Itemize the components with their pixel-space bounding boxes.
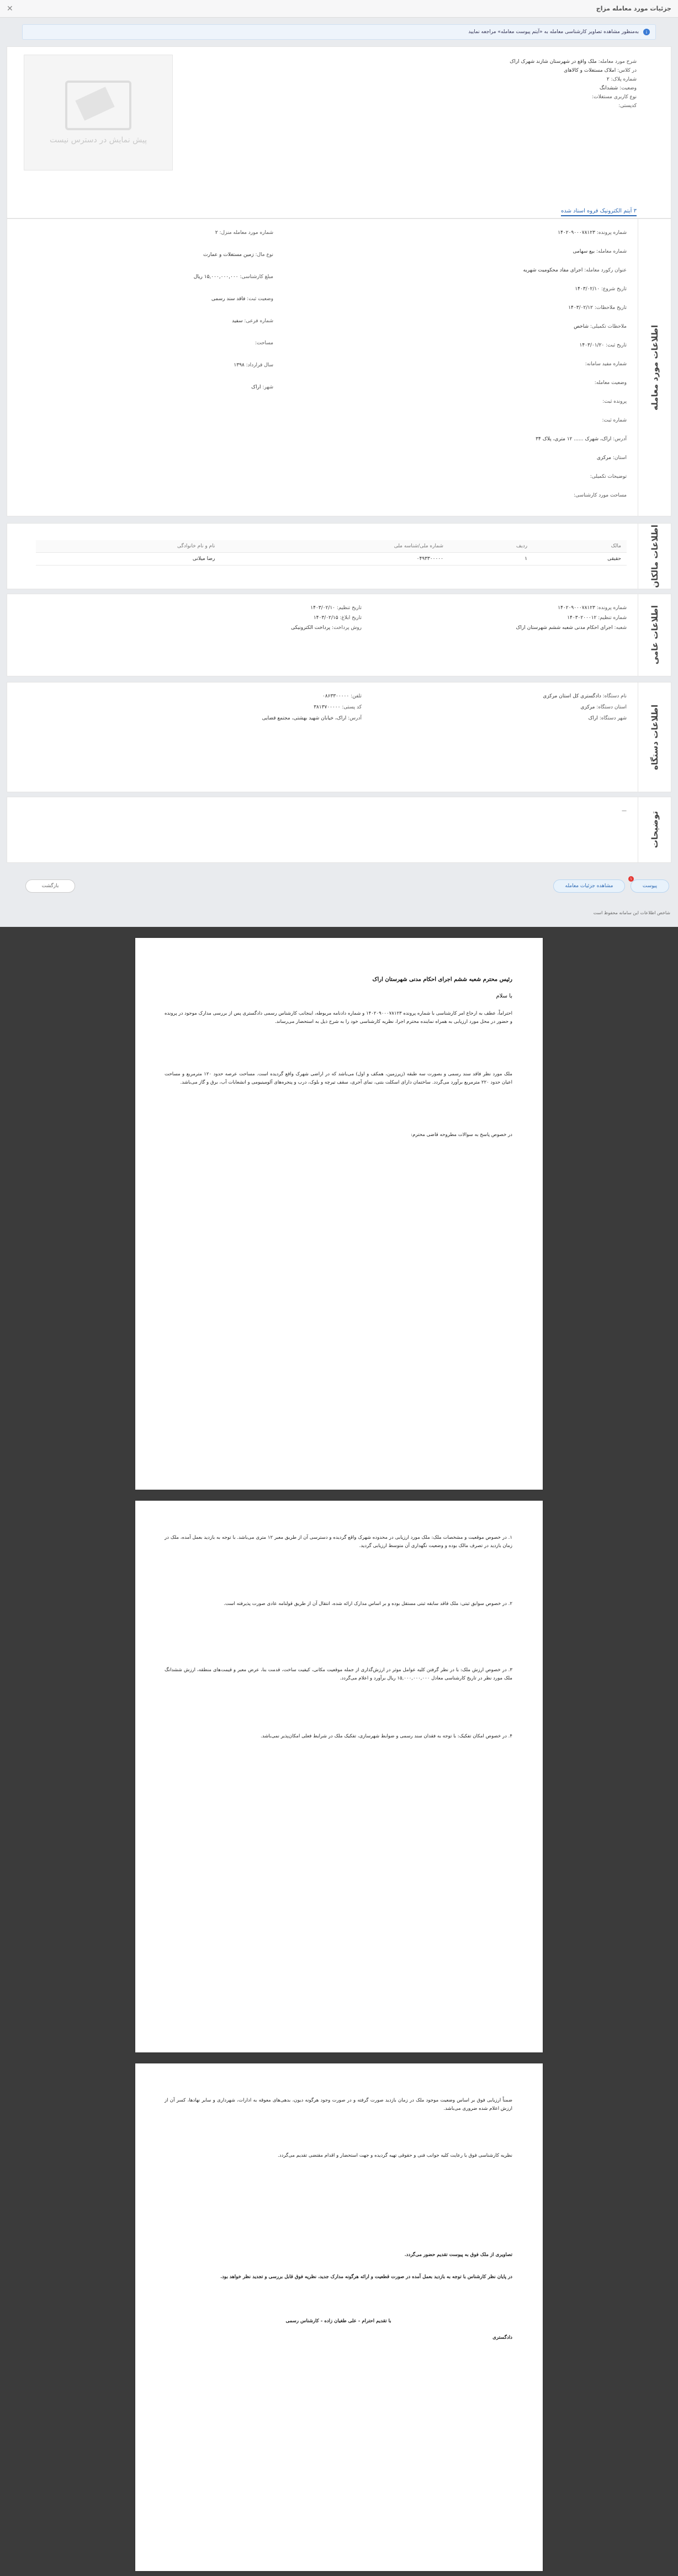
close-icon[interactable]: ✕ bbox=[7, 4, 13, 13]
device-field-value: اراک، خیابان شهید بهشتی، مجتمع قضایی bbox=[262, 716, 348, 721]
summary-field-value: املاک مستغلات و کالاهای bbox=[564, 68, 618, 73]
device-field-label: آدرس: bbox=[348, 716, 362, 721]
deal-info-section bbox=[7, 218, 671, 516]
general-field-value: ۱۴۰۲۰۹۰۰۰۷۸۱۲۳ bbox=[558, 605, 597, 611]
device-field-value: اراک bbox=[588, 716, 600, 721]
summary-field bbox=[507, 59, 637, 65]
deal-info-field bbox=[253, 340, 273, 346]
deal-info-field-label: ملاحظات تکمیلی: bbox=[590, 324, 627, 329]
summary-field-value: ملک واقع در شهرستان شازند شهرک اراک bbox=[510, 59, 598, 65]
device-field-label: کد پستی: bbox=[342, 705, 362, 710]
owners-column-header: نام و نام خانوادگی bbox=[36, 540, 220, 553]
deal-info-field-label: شماره فرعی: bbox=[244, 318, 273, 324]
deal-info-field-label: شماره پرونده: bbox=[596, 230, 627, 236]
image-icon bbox=[65, 81, 131, 130]
attachments-button[interactable]: پیوست bbox=[631, 879, 669, 893]
summary-field-value: ششدانگ bbox=[599, 86, 620, 91]
general-field bbox=[565, 615, 627, 621]
table-cell: ۱ bbox=[449, 553, 533, 566]
deal-info-field bbox=[571, 324, 627, 329]
deal-info-field-label: مبلغ کارشناسی: bbox=[240, 274, 273, 280]
back-button[interactable]: بازگشت bbox=[25, 879, 75, 893]
photo-placeholder-text: پیش نمایش در دسترس نیست bbox=[49, 136, 147, 145]
deal-info-field-label: مساحت: bbox=[255, 340, 273, 346]
device-field-label: شهر دستگاه: bbox=[599, 716, 627, 721]
general-field-label: تاریخ ابلاغ: bbox=[340, 615, 362, 621]
deal-info-field-label: استان: bbox=[612, 455, 627, 461]
device-field-label: تلفن: bbox=[351, 694, 362, 699]
signature-sub: دادگستری bbox=[492, 2335, 512, 2340]
summary-field-label: کدپستی: bbox=[618, 103, 637, 109]
document-paragraph: ۳. در خصوص ارزش ملک: با در نظر گرفتن کلیه عوامل موثر در ارزش‌گذاری از جمله موقعیت مکانی، کیفیت ساخت، قدمت بنا، عرض معبر و قیمت‌های منطقه، ارزش ششدانگ ملک مورد نظر در تاریخ کارشناسی معادل ۱۵,۰۰۰,۰۰۰,۰۰۰ ریال برآورد و اعلام می‌گردد. bbox=[165, 1667, 512, 1681]
deal-info-field-value: فاقد سند رسمی bbox=[211, 296, 247, 302]
notes-section bbox=[7, 797, 671, 863]
general-field-label: تاریخ تنظیم: bbox=[336, 605, 362, 611]
device-field-label: نام دستگاه: bbox=[602, 694, 627, 699]
summary-field-label: نوع کاربری مستغلات: bbox=[592, 94, 637, 100]
notes-text: — bbox=[622, 808, 627, 814]
document-page-3 bbox=[135, 2063, 543, 2571]
deal-info-field-label: شماره معامله: bbox=[596, 249, 627, 254]
info-icon: i bbox=[643, 29, 650, 35]
deal-info-field-label: تاریخ ملاحظات: bbox=[594, 305, 627, 311]
deal-info-field-label: تاریخ شروع: bbox=[601, 286, 627, 292]
table-cell: رضا میلانی bbox=[36, 553, 220, 566]
view-details-button[interactable]: مشاهده جزئیات معامله bbox=[553, 879, 625, 893]
deal-info-field bbox=[588, 474, 627, 479]
signature: با تقدیم احترام - علی طغیان زاده - کارشناس رسمی bbox=[285, 2318, 391, 2324]
deal-info-field bbox=[231, 362, 273, 368]
deal-info-field bbox=[583, 361, 627, 367]
deal-info-field-value: مرکزی bbox=[596, 455, 613, 461]
owners-section bbox=[7, 523, 671, 589]
document-paragraph: در خصوص پاسخ به سوالات مطروحه قاضی محترم: bbox=[411, 1132, 512, 1138]
deal-info-field bbox=[578, 343, 627, 348]
window-title: جزئیات مورد معامله مزاج bbox=[596, 5, 671, 12]
device-field bbox=[260, 716, 362, 721]
document-paragraph: ملک مورد نظر فاقد سند رسمی و بصورت سه طبقه (زیرزمین، همکف و اول) می‌باشد که در اراضی شهرک واقع گردیده است. مساحت عرصه حدود ۱۲۰ مترمربع و مساحت اعیان حدود ۲۲۰ مترمربع برآورد می‌گردد. ساختمان دارای اسکلت بتنی، نمای آجری، سقف تیرچه و بلوک، درب و پنجره‌های آلومینیومی و انشعابات آب، برق و گاز می‌باشد. bbox=[165, 1071, 513, 1085]
attachments-badge: ۱ bbox=[628, 876, 634, 882]
document-viewer bbox=[0, 927, 678, 2576]
general-field bbox=[513, 625, 627, 631]
deal-info-field bbox=[566, 305, 627, 311]
document-salutation: با سلام bbox=[496, 993, 512, 999]
general-field-label: شماره پرونده: bbox=[596, 605, 627, 611]
summary-field bbox=[605, 77, 637, 82]
general-field-value: پرداخت الکترونیکی bbox=[291, 625, 332, 631]
owners-column-header: ردیف bbox=[449, 540, 533, 553]
deal-info-field-label: وضعیت ثبت: bbox=[247, 296, 273, 302]
document-paragraph: نظریه کارشناسی فوق با رعایت کلیه جوانب فنی و حقوقی تهیه گردیده و جهت استحضار و اقدام مقتضی تقدیم می‌گردد. bbox=[278, 2153, 512, 2158]
deal-info-field bbox=[192, 274, 273, 280]
general-field-label: شماره تنظیم: bbox=[598, 615, 627, 621]
owners-column-header: شماره ملی/شناسه ملی bbox=[220, 540, 449, 553]
window-titlebar bbox=[0, 0, 678, 18]
document-heading: رئیس محترم شعبه ششم اجرای احکام مدنی شهرستان اراک bbox=[372, 977, 512, 983]
deal-info-field-value: ۲ bbox=[215, 230, 220, 236]
general-field-value: اجرای احکام مدنی شعبه ششم شهرستان اراک bbox=[516, 625, 615, 631]
summary-field-label: شماره پلاک: bbox=[611, 77, 637, 82]
device-field bbox=[586, 716, 627, 721]
deal-info-field-label: نوع مال: bbox=[255, 252, 273, 258]
deal-info-field-label: شهر: bbox=[262, 385, 273, 390]
summary-field bbox=[590, 94, 637, 100]
closing-attachment-note: تصاویری از ملک فوق به پیوست تقدیم حضور می‌گردد. bbox=[404, 2252, 512, 2258]
deal-info-field-value: اجرای مفاد محکومیت شهریه bbox=[523, 268, 585, 273]
deal-info-field-value: شاخص bbox=[574, 324, 590, 329]
summary-field-label: شرح مورد معامله: bbox=[598, 59, 637, 65]
table-cell: حقیقی bbox=[533, 553, 627, 566]
deal-info-field bbox=[600, 418, 627, 423]
deal-info-side-title: اطلاعات مورد معامله bbox=[638, 219, 671, 516]
general-field-label: روش پرداخت: bbox=[332, 625, 362, 631]
document-page-2 bbox=[135, 1501, 543, 2052]
summary-field-value: ۲ bbox=[606, 77, 611, 82]
general-section bbox=[7, 594, 671, 676]
deal-info-field-label: پرونده ثبت: bbox=[602, 399, 627, 404]
summary-field bbox=[562, 68, 637, 73]
device-field bbox=[320, 694, 362, 699]
device-field-label: استان دستگاه: bbox=[596, 705, 627, 710]
deal-info-field-label: وضعیت معامله: bbox=[594, 380, 627, 386]
footer-note: شاخص اطلاعات این سامانه محفوظ است bbox=[593, 910, 670, 915]
info-alert bbox=[22, 24, 656, 40]
deal-info-field-label: تاریخ ثبت: bbox=[606, 343, 627, 348]
deal-info-field bbox=[555, 230, 627, 236]
deal-info-field bbox=[573, 286, 627, 292]
deal-info-field-value: اراک، شهرک ...... ۱۲ متری، پلاک ۳۴ bbox=[536, 436, 613, 442]
deal-info-field bbox=[600, 399, 627, 404]
document-page-1 bbox=[135, 938, 543, 1490]
owners-table bbox=[36, 540, 627, 566]
device-field-value: مرکزی bbox=[580, 705, 597, 710]
deal-info-field-value: ۱۴۰۳/۰۲/۱۰ bbox=[575, 286, 601, 292]
deal-info-field-value: ۱۴۰۲۰۹۰۰۰۷۸۱۲۳ bbox=[558, 230, 597, 236]
deal-info-field bbox=[230, 318, 273, 324]
deal-info-field bbox=[592, 380, 627, 386]
general-field bbox=[289, 625, 362, 631]
deal-info-field-label: مساحت مورد کارشناسی: bbox=[574, 493, 627, 498]
deal-info-field bbox=[201, 252, 273, 258]
deal-info-field-value: ۱۵,۰۰۰,۰۰۰,۰۰۰ ریال bbox=[193, 274, 240, 280]
general-field-value: ۱۴۰۳/۰۲/۱۰ bbox=[310, 605, 337, 611]
device-side-title: اطلاعات دستگاه bbox=[638, 682, 671, 792]
summary-field bbox=[597, 86, 637, 91]
deal-info-field-value: سفید bbox=[232, 318, 245, 324]
general-field-value: ۱۴۰۳۰۲۰۰۰۱۲ bbox=[567, 615, 598, 621]
deal-info-field-label: عنوان رکورد معامله: bbox=[584, 268, 627, 273]
owners-column-header: مالک bbox=[533, 540, 627, 553]
deal-info-field bbox=[249, 385, 273, 390]
device-section bbox=[7, 682, 671, 792]
deal-info-field bbox=[209, 296, 273, 302]
deal-info-field-label: سال قرارداد: bbox=[246, 362, 273, 368]
device-field-value: ۰۸۶۳۳۰۰۰۰۰ bbox=[322, 694, 351, 699]
alert-text: به‌منظور مشاهده تصاویر کارشناسی معامله به «آیتم پیوست معامله» مراجعه نمایید bbox=[468, 29, 639, 35]
docs-tab-link[interactable]: ۳ آیتم الکترونیک فروه اسناد شده bbox=[561, 208, 637, 216]
summary-card bbox=[7, 46, 671, 218]
closing-statement: در پایان نظر کارشناس با توجه به بازدید بعمل آمده در صورت قطعیت و ارائه هرگونه مدارک جدید، نظریه فوق قابل بررسی و تجدید نظر خواهد بود. bbox=[220, 2274, 512, 2280]
deal-info-field bbox=[571, 493, 627, 498]
general-field bbox=[311, 615, 362, 621]
deal-info-field-label: آدرس: bbox=[613, 436, 627, 442]
table-cell: ۰۴۹۳۳۰۰۰۰۰ bbox=[220, 553, 449, 566]
general-field-value: ۱۴۰۳/۰۲/۱۵ bbox=[313, 615, 340, 621]
deal-info-field-label: شماره ثبت: bbox=[602, 418, 627, 423]
general-side-title: اطلاعات عامی bbox=[638, 594, 671, 676]
deal-info-field-label: شماره مورد معامله منزل: bbox=[219, 230, 273, 236]
device-field bbox=[311, 705, 362, 710]
notes-side-title: توضیحات bbox=[638, 797, 671, 862]
general-field-label: شعبه: bbox=[614, 625, 627, 631]
deal-info-field bbox=[521, 268, 627, 273]
document-paragraph: ۲. در خصوص سوابق ثبتی: ملک فاقد سابقه ثبتی مستقل بوده و بر اساس مدارک ارائه شده، انتقال آن از طریق قولنامه عادی صورت پذیرفته است. bbox=[224, 1601, 512, 1607]
deal-info-field-value: زمین مستغلات و عمارت bbox=[203, 252, 256, 258]
deal-info-field bbox=[571, 249, 627, 254]
device-field-value: ۳۸۱۳۷۰۰۰۰۰ bbox=[314, 705, 342, 710]
document-paragraph: ۱. در خصوص موقعیت و مشخصات ملک: ملک مورد ارزیابی در محدوده شهرک واقع گردیده و دسترسی آن از طریق معبر ۱۲ متری می‌باشد. با توجه به بازدید بعمل آمده، ملک در زمان بازدید در تصرف مالک بوده و وضعیت نگهداری آن متوسط ارزیابی گردید. bbox=[165, 1535, 513, 1549]
summary-field-label: در کلاس: bbox=[617, 68, 637, 73]
general-field bbox=[308, 605, 362, 611]
deal-info-field-value: بیع سهامی bbox=[573, 249, 597, 254]
deal-info-field-label: توضیحات تکمیلی: bbox=[590, 474, 627, 479]
deal-info-field bbox=[533, 436, 627, 442]
summary-field-label: وضعیت: bbox=[619, 86, 637, 91]
document-paragraph: ضمناً ارزیابی فوق بر اساس وضعیت موجود ملک در زمان بازدید صورت گرفته و در صورت وجود هرگونه دیون، بدهی‌های معوقه به ادارات، شهرداری و سایر نهادها، کسر آن از ارزش اعلام شده ضروری می‌باشد. bbox=[165, 2098, 512, 2111]
document-paragraph: احتراماً، عطف به ارجاع امر کارشناسی با شماره پرونده ۱۴۰۲۰۹۰۰۰۷۸۱۲۳ و شماره دادنامه مربوطه، اینجانب کارشناس رسمی دادگستری پس از بررسی مدارک موجود در پرونده و حضور در محل مورد ارزیابی به همراه نماینده محترم اجرا، نظریه کارشناسی خود را به شرح ذیل به استحضار می‌رساند. bbox=[165, 1011, 512, 1025]
document-paragraph: ۴. در خصوص امکان تفکیک: با توجه به فقدان سند رسمی و ضوابط شهرسازی، تفکیک ملک در شرایط فعلی امکان‌پذیر نمی‌باشد. bbox=[260, 1734, 512, 1739]
deal-info-field-label: شماره مفید سامانه: bbox=[585, 361, 627, 367]
deal-info-field-value: ۱۴۰۳/۰۲/۱۲ bbox=[568, 305, 595, 311]
deal-info-field-value: ۱۳۹۸ bbox=[234, 362, 246, 368]
device-field bbox=[578, 705, 627, 710]
general-field bbox=[555, 605, 627, 611]
device-field bbox=[541, 694, 627, 699]
deal-info-field-value: اراک bbox=[251, 385, 263, 390]
deal-info-field-value: ۱۴۰۳/۰۱/۲۰ bbox=[579, 343, 606, 348]
deal-info-field bbox=[595, 455, 627, 461]
table-row bbox=[36, 553, 627, 566]
deal-info-field bbox=[213, 230, 273, 236]
photo-placeholder bbox=[24, 55, 173, 170]
owners-side-title: اطلاعات مالکان bbox=[638, 524, 671, 589]
device-field-value: دادگستری کل استان مرکزی bbox=[543, 694, 603, 699]
summary-field bbox=[616, 103, 637, 109]
